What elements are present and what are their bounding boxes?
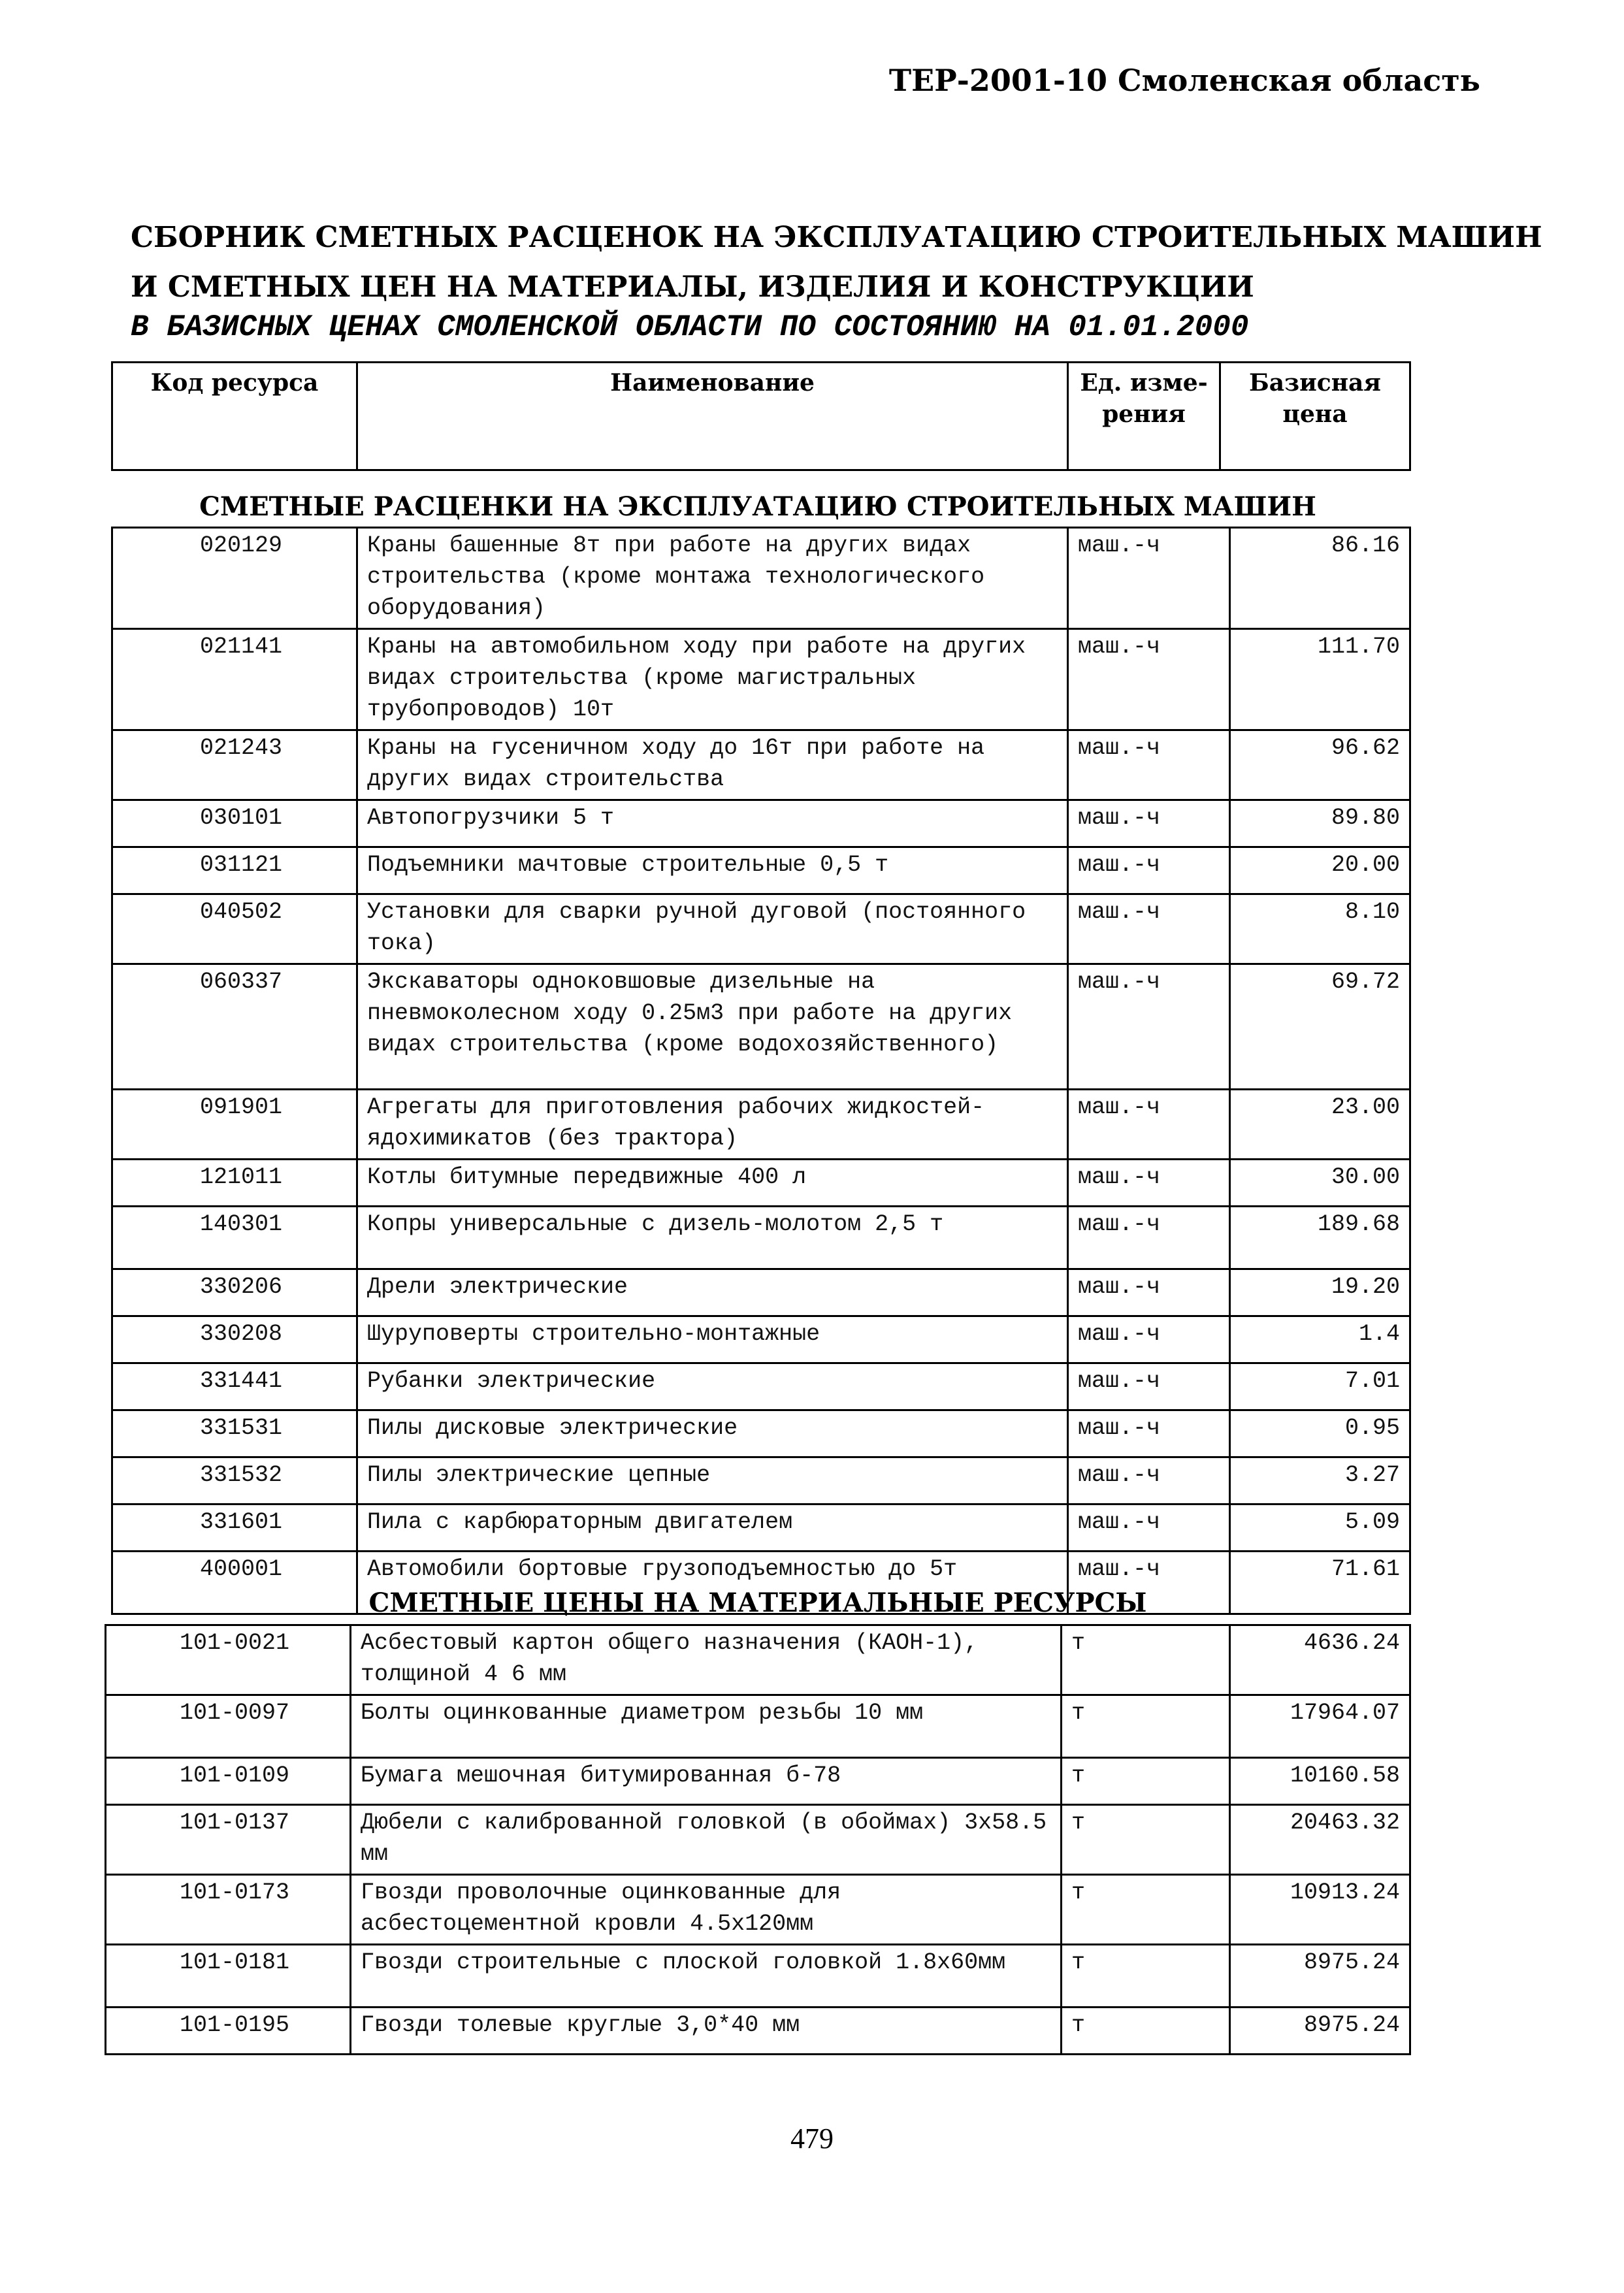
table-row [112, 1504, 1410, 1552]
cell-price: 3.27 [1230, 1457, 1410, 1504]
cell-unit: маш.-ч [1068, 1316, 1230, 1363]
cell-name: Экскаваторы одноковшовые дизельные на пневмоколесном ходу 0.25м3 при работе на других видах строительства (кроме водохозяйственного) [357, 964, 1068, 1090]
cell-name: Асбестовый картон общего назначения (КАОН-1), толщиной 4 6 мм [351, 1625, 1062, 1695]
cell-code: 140301 [112, 1207, 357, 1269]
cell-unit: маш.-ч [1068, 1504, 1230, 1552]
table-row [112, 528, 1410, 629]
cell-name: Котлы битумные передвижные 400 л [357, 1160, 1068, 1207]
cell-name: Краны на гусеничном ходу до 16т при работе на других видах строительства [357, 730, 1068, 800]
cell-price: 4636.24 [1230, 1625, 1410, 1695]
cell-code: 031121 [112, 847, 357, 894]
cell-price: 71.61 [1230, 1552, 1410, 1614]
cell-unit: т [1062, 1805, 1230, 1875]
table-row [112, 894, 1410, 964]
cell-name: Автомобили бортовые грузоподъемностью до 5т [357, 1552, 1068, 1614]
cell-name: Гвозди проволочные оцинкованные для асбестоцементной кровли 4.5х120мм [351, 1875, 1062, 1945]
cell-price: 189.68 [1230, 1207, 1410, 1269]
table-row [112, 847, 1410, 894]
cell-code: 331532 [112, 1457, 357, 1504]
cell-name: Установки для сварки ручной дуговой (постоянного тока) [357, 894, 1068, 964]
cell-unit: т [1062, 2008, 1230, 2055]
cell-name: Дюбели с калиброванной головкой (в обоймах) 3х58.5 мм [351, 1805, 1062, 1875]
cell-price: 20463.32 [1230, 1805, 1410, 1875]
cell-code: 020129 [112, 528, 357, 629]
cell-code: 330208 [112, 1316, 357, 1363]
cell-price: 8975.24 [1230, 1945, 1410, 2008]
cell-name: Копры универсальные с дизель-молотом 2,5 т [357, 1207, 1068, 1269]
section-title-materials: СМЕТНЫЕ ЦЕНЫ НА МАТЕРИАЛЬНЫЕ РЕСУРСЫ [368, 1587, 1147, 1618]
cell-unit: маш.-ч [1068, 1363, 1230, 1410]
page-title-line-1: СБОРНИК СМЕТНЫХ РАСЦЕНОК НА ЭКСПЛУАТАЦИЮ СТРОИТЕЛЬНЫХ МАШИН [131, 221, 1542, 254]
table-row [106, 1625, 1410, 1695]
cell-name: Шуруповерты строительно-монтажные [357, 1316, 1068, 1363]
cell-price: 8975.24 [1230, 2008, 1410, 2055]
table-row [112, 730, 1410, 800]
cell-name: Агрегаты для приготовления рабочих жидкостей-ядохимикатов (без трактора) [357, 1090, 1068, 1160]
cell-name: Рубанки электрические [357, 1363, 1068, 1410]
cell-name: Автопогрузчики 5 т [357, 800, 1068, 847]
table-row [112, 1457, 1410, 1504]
table-row [106, 1945, 1410, 2008]
page-number: 479 [790, 2122, 834, 2155]
cell-unit: т [1062, 1758, 1230, 1805]
cell-price: 111.70 [1230, 629, 1410, 730]
cell-code: 101-0097 [106, 1695, 351, 1758]
table-row [112, 964, 1410, 1090]
cell-unit: маш.-ч [1068, 629, 1230, 730]
cell-code: 331441 [112, 1363, 357, 1410]
cell-unit: т [1062, 1625, 1230, 1695]
table-row [112, 1316, 1410, 1363]
cell-price: 7.01 [1230, 1363, 1410, 1410]
cell-unit: маш.-ч [1068, 730, 1230, 800]
cell-code: 331601 [112, 1504, 357, 1552]
cell-code: 101-0181 [106, 1945, 351, 2008]
cell-code: 060337 [112, 964, 357, 1090]
cell-price: 86.16 [1230, 528, 1410, 629]
cell-name: Пилы электрические цепные [357, 1457, 1068, 1504]
cell-price: 5.09 [1230, 1504, 1410, 1552]
table-row [112, 1363, 1410, 1410]
cell-unit: маш.-ч [1068, 1207, 1230, 1269]
cell-name: Пилы дисковые электрические [357, 1410, 1068, 1457]
machines-table [111, 527, 1411, 1615]
table-row [112, 1269, 1410, 1316]
cell-price: 89.80 [1230, 800, 1410, 847]
cell-price: 8.10 [1230, 894, 1410, 964]
table-row [112, 800, 1410, 847]
table-row [106, 1695, 1410, 1758]
column-header-row [112, 363, 1410, 470]
cell-price: 0.95 [1230, 1410, 1410, 1457]
cell-code: 021243 [112, 730, 357, 800]
table-row [112, 1207, 1410, 1269]
cell-price: 23.00 [1230, 1090, 1410, 1160]
table-row [106, 1805, 1410, 1875]
cell-price: 1.4 [1230, 1316, 1410, 1363]
cell-unit: маш.-ч [1068, 528, 1230, 629]
cell-unit: т [1062, 1875, 1230, 1945]
cell-unit: маш.-ч [1068, 894, 1230, 964]
header-unit: Ед. изме-рения [1068, 363, 1220, 470]
cell-name: Гвозди толевые круглые 3,0*40 мм [351, 2008, 1062, 2055]
cell-unit: маш.-ч [1068, 1160, 1230, 1207]
cell-name: Болты оцинкованные диаметром резьбы 10 мм [351, 1695, 1062, 1758]
cell-code: 121011 [112, 1160, 357, 1207]
cell-code: 101-0137 [106, 1805, 351, 1875]
cell-code: 040502 [112, 894, 357, 964]
cell-unit: маш.-ч [1068, 800, 1230, 847]
cell-name: Краны на автомобильном ходу при работе на других видах строительства (кроме магистральных трубопроводов) 10т [357, 629, 1068, 730]
cell-price: 10913.24 [1230, 1875, 1410, 1945]
cell-code: 091901 [112, 1090, 357, 1160]
cell-name: Бумага мешочная битумированная б-78 [351, 1758, 1062, 1805]
page-subtitle: В БАЗИСНЫХ ЦЕНАХ СМОЛЕНСКОЙ ОБЛАСТИ ПО СОСТОЯНИЮ НА 01.01.2000 [131, 310, 1249, 344]
cell-price: 19.20 [1230, 1269, 1410, 1316]
cell-name: Пила с карбюраторным двигателем [357, 1504, 1068, 1552]
cell-code: 101-0021 [106, 1625, 351, 1695]
cell-name: Дрели электрические [357, 1269, 1068, 1316]
cell-unit: маш.-ч [1068, 1457, 1230, 1504]
table-row [112, 1090, 1410, 1160]
cell-price: 96.62 [1230, 730, 1410, 800]
materials-table [105, 1624, 1411, 2055]
cell-unit: маш.-ч [1068, 964, 1230, 1090]
table-row [106, 2008, 1410, 2055]
section-title-machines: СМЕТНЫЕ РАСЦЕНКИ НА ЭКСПЛУАТАЦИЮ СТРОИТЕЛЬНЫХ МАШИН [199, 491, 1316, 522]
cell-name: Подъемники мачтовые строительные 0,5 т [357, 847, 1068, 894]
cell-price: 69.72 [1230, 964, 1410, 1090]
table-row [112, 1410, 1410, 1457]
cell-unit: т [1062, 1695, 1230, 1758]
cell-code: 021141 [112, 629, 357, 730]
cell-code: 101-0173 [106, 1875, 351, 1945]
cell-unit: маш.-ч [1068, 1269, 1230, 1316]
table-row [106, 1875, 1410, 1945]
header-code: Код ресурса [112, 363, 357, 470]
column-header-table [111, 361, 1411, 471]
cell-code: 330206 [112, 1269, 357, 1316]
table-row [112, 629, 1410, 730]
cell-unit: т [1062, 1945, 1230, 2008]
cell-unit: маш.-ч [1068, 1410, 1230, 1457]
cell-price: 30.00 [1230, 1160, 1410, 1207]
cell-unit: маш.-ч [1068, 1552, 1230, 1614]
cell-unit: маш.-ч [1068, 847, 1230, 894]
cell-price: 20.00 [1230, 847, 1410, 894]
cell-code: 030101 [112, 800, 357, 847]
cell-code: 101-0195 [106, 2008, 351, 2055]
header-name: Наименование [357, 363, 1068, 470]
header-price: Базисная цена [1220, 363, 1410, 470]
cell-unit: маш.-ч [1068, 1090, 1230, 1160]
cell-code: 400001 [112, 1552, 357, 1614]
table-row [112, 1160, 1410, 1207]
cell-code: 331531 [112, 1410, 357, 1457]
cell-name: Гвозди строительные с плоской головкой 1.8х60мм [351, 1945, 1062, 2008]
table-row [106, 1758, 1410, 1805]
cell-code: 101-0109 [106, 1758, 351, 1805]
cell-price: 10160.58 [1230, 1758, 1410, 1805]
page-title-line-2: И СМЕТНЫХ ЦЕН НА МАТЕРИАЛЫ, ИЗДЕЛИЯ И КОНСТРУКЦИИ [131, 270, 1254, 304]
cell-price: 17964.07 [1230, 1695, 1410, 1758]
cell-name: Краны башенные 8т при работе на других видах строительства (кроме монтажа технологического оборудования) [357, 528, 1068, 629]
running-head: ТЕР-2001-10 Смоленская область [888, 63, 1480, 98]
